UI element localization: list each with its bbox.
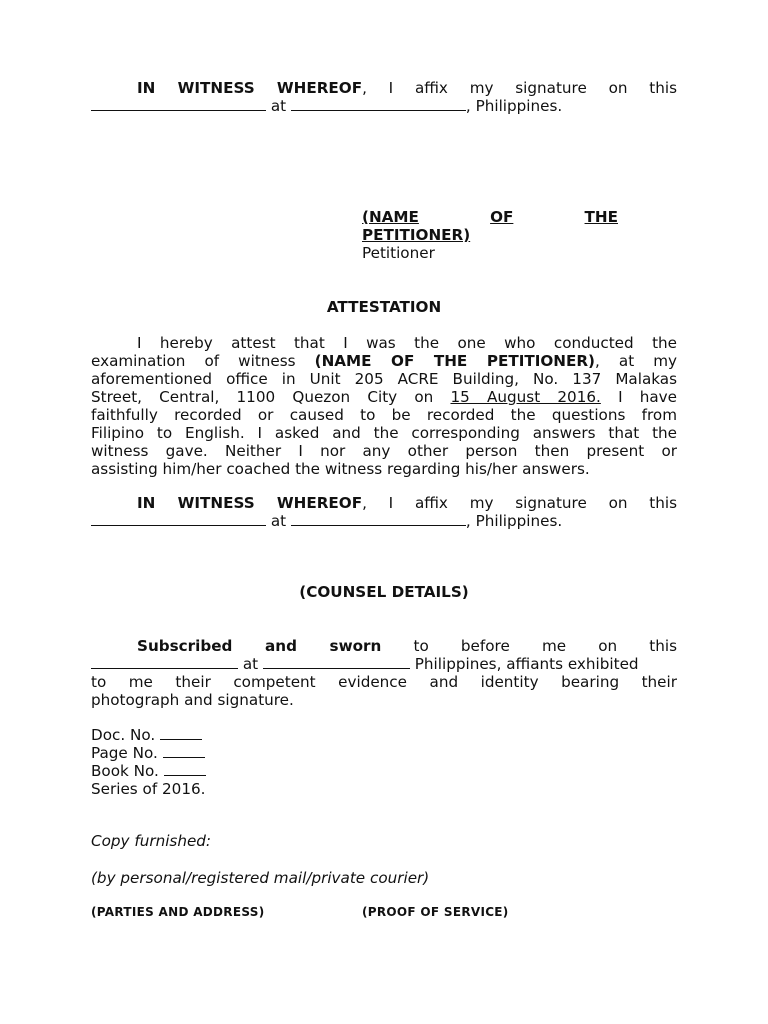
petitioner-signature-block bbox=[362, 208, 618, 262]
witness-clause-1-bold: IN WITNESS WHEREOF bbox=[137, 79, 363, 97]
petitioner-role: Petitioner bbox=[362, 244, 435, 262]
page-no-blank[interactable] bbox=[163, 744, 205, 758]
jurat-place-blank[interactable] bbox=[263, 655, 410, 669]
petitioner-name-line-1 bbox=[362, 208, 618, 226]
jurat-line-1 bbox=[91, 637, 677, 655]
attestation-line: faithfully recorded or caused to be recorded the questions from bbox=[91, 406, 677, 424]
service-mode-text: (by personal/registered mail/private courier) bbox=[91, 869, 430, 887]
attestation-line: Filipino to English. I asked and the corresponding answers that the bbox=[91, 424, 677, 442]
copy-furnished-label: Copy furnished: bbox=[91, 832, 212, 850]
philippines-text: , Philippines. bbox=[465, 512, 563, 530]
book-no-line bbox=[91, 762, 677, 780]
petitioner-name-word: (NAME bbox=[362, 208, 419, 226]
parties-address-label: (PARTIES AND ADDRESS) bbox=[91, 905, 265, 919]
at-word: at bbox=[242, 655, 259, 673]
at-word: at bbox=[270, 97, 287, 115]
jurat-line-4: photograph and signature. bbox=[91, 691, 294, 709]
attestation-line bbox=[91, 388, 677, 406]
book-no-label: Book No. bbox=[91, 762, 159, 780]
doc-no-label: Doc. No. bbox=[91, 726, 156, 744]
attestation-date: 15 August 2016. bbox=[450, 388, 601, 406]
doc-no-line bbox=[91, 726, 677, 744]
petitioner-name-word: THE bbox=[584, 208, 618, 226]
witness-clause-1-text: , I affix my signature on this bbox=[362, 79, 677, 97]
at-word: at bbox=[270, 512, 287, 530]
date-blank-1[interactable] bbox=[91, 97, 266, 111]
petitioner-name-word: OF bbox=[490, 208, 514, 226]
attestation-text: , at my bbox=[595, 352, 677, 370]
attestation-line bbox=[91, 352, 677, 370]
jurat-line-3: to me their competent evidence and identity bearing their bbox=[91, 673, 677, 691]
witness-clause-2 bbox=[91, 494, 677, 530]
book-no-blank[interactable] bbox=[164, 762, 206, 776]
witness-clause-2-line-2 bbox=[91, 512, 677, 530]
jurat-bold: Subscribed and sworn bbox=[137, 637, 382, 655]
witness-clause-1-line-2 bbox=[91, 97, 677, 115]
series-line: Series of 2016. bbox=[91, 780, 206, 798]
doc-no-blank[interactable] bbox=[160, 726, 202, 740]
attestation-text: Street, Central, 1100 Quezon City on bbox=[91, 388, 451, 406]
date-blank-2[interactable] bbox=[91, 512, 266, 526]
notarial-register bbox=[91, 726, 677, 798]
attestation-line: witness gave. Neither I nor any other person then present or bbox=[91, 442, 677, 460]
witness-clause-2-bold: IN WITNESS WHEREOF bbox=[137, 494, 363, 512]
philippines-text: , Philippines. bbox=[465, 97, 563, 115]
page-no-line bbox=[91, 744, 677, 762]
page-no-label: Page No. bbox=[91, 744, 158, 762]
place-blank-1[interactable] bbox=[291, 97, 466, 111]
witness-clause-2-text: , I affix my signature on this bbox=[362, 494, 677, 512]
place-blank-2[interactable] bbox=[291, 512, 466, 526]
counsel-details-heading: (COUNSEL DETAILS) bbox=[299, 583, 469, 601]
attestation-line: aforementioned office in Unit 205 ACRE Building, No. 137 Malakas bbox=[91, 370, 677, 388]
proof-of-service-label: (PROOF OF SERVICE) bbox=[362, 905, 509, 919]
attestation-text: examination of witness bbox=[91, 352, 315, 370]
jurat-date-blank[interactable] bbox=[91, 655, 238, 669]
jurat-text: Philippines, affiants exhibited bbox=[409, 655, 639, 673]
witness-clause-2-line-1 bbox=[91, 494, 677, 512]
witness-clause-1-line-1 bbox=[91, 79, 677, 97]
witness-clause-1 bbox=[91, 79, 677, 115]
attestation-heading: ATTESTATION bbox=[326, 298, 442, 316]
attestation-text: I have bbox=[600, 388, 678, 406]
attestation-line: I hereby attest that I was the one who conducted the bbox=[137, 334, 677, 352]
petitioner-name-line-2 bbox=[362, 226, 618, 244]
jurat-block bbox=[91, 637, 677, 709]
attestation-line: assisting him/her coached the witness regarding his/her answers. bbox=[91, 460, 590, 478]
jurat-line-2 bbox=[91, 655, 677, 673]
attestation-body bbox=[91, 334, 677, 478]
jurat-text: to before me on this bbox=[381, 637, 678, 655]
witness-name-placeholder: (NAME OF THE PETITIONER) bbox=[314, 352, 595, 370]
petitioner-name-continued: PETITIONER) bbox=[362, 226, 471, 244]
